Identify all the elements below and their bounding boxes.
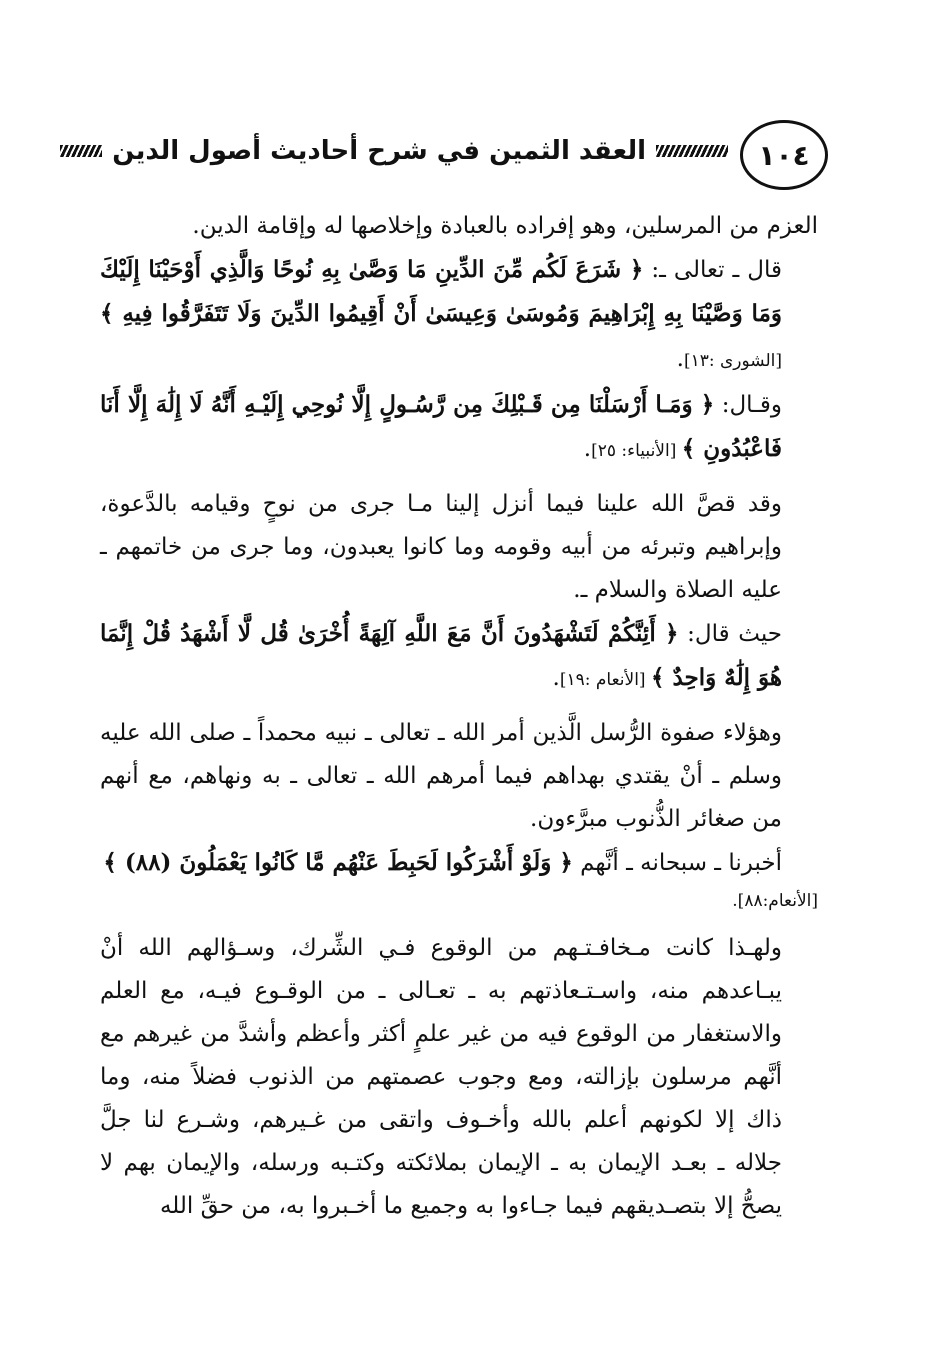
page-number: ١٠٤ — [740, 120, 828, 190]
page-header — [58, 118, 818, 188]
paragraph-text: أخبرنا ـ سبحانه ـ أنَّهم — [572, 850, 782, 876]
quran-verse: ﴿ شَرَعَ لَكُم مِّنَ الدِّينِ مَا وَصَّىٰ بِهِ نُوحًا وَالَّذِي أَوْحَيْنَا إِلَيْكَ وَمَا وَصَّيْنَا بِهِ إِبْرَاهِيمَ وَمُوسَىٰ وَعِيسَىٰ أَنْ أَقِيمُوا الدِّينَ وَلَا تَتَفَرَّقُوا فِيهِ ﴾ — [100, 256, 782, 327]
verse-reference: [الأنعام :١٩] — [559, 670, 651, 690]
paragraph-3 — [100, 383, 818, 473]
paragraph-7 — [100, 841, 818, 885]
book-title: العقد الثمين في شرح أحاديث أصول الدين — [112, 136, 646, 166]
header-ornament-right — [656, 145, 728, 157]
paragraph-text: وهؤلاء صفوة الرُّسل الَّذين أمر الله ـ تعالى ـ نبيه محمداً ـ صلى الله عليه وسلم ـ أنْ يقتدي بهداهم فيما أمرهم الله ـ تعالى ـ به ونهاهم، مع أنهم من صغائر الذُّنوب مبرَّءون. — [100, 720, 782, 832]
verse-reference: [الأنبياء: ٢٥] — [591, 441, 682, 461]
running-title — [58, 126, 728, 176]
paragraph-2 — [100, 248, 818, 383]
paragraph-1 — [100, 205, 818, 248]
paragraph-text: قال ـ تعالى ـ: — [643, 257, 782, 283]
verse-reference: [الأنعام:٨٨] — [737, 891, 818, 911]
paragraph-text: وقـال: — [714, 392, 782, 418]
quran-verse: ﴿ وَلَوْ أَشْرَكُوا لَحَبِطَ عَنْهُم مَّا كَانُوا يَعْمَلُونَ (٨٨) ﴾ — [103, 849, 573, 876]
paragraph-text: وقد قصَّ الله علينا فيما أنزل إلينا مـا جرى من نوحٍ وقيامه بالدَّعوة، وإبراهيم وتبرئه من أبيه وقومه وما كانوا يعبدون، وما جرى من خاتمهم ـ عليه الصلاة والسلام ـ. — [100, 491, 782, 603]
paragraph-text: حيث قال: — [678, 621, 783, 647]
paragraph-6 — [100, 712, 818, 841]
paragraph-5 — [100, 612, 818, 702]
paragraph-text: ولهـذا كانت مـخافـتـهم من الوقوع فـي الشِّرك، وسـؤالهم الله أنْ يبـاعدهم منه، واسـتـعاذتهم به ـ تعـالى ـ من الوقـوع فيـه، مع العلم والاستغفار من الوقوع فيه من غير علمٍ أكثر وأعظم وأشدَّ من غيرهم مع أنَّهم مرسلون بإزالته، ومع وجوب عصمتهم من الذنوب فضلاً منه، وما ذاك إلا لكونهم أعلم بالله وأخـوف واتقى من غـيرهم، وشـرع لنا جلَّ جلاله ـ بعـد الإيمان به ـ الإيمان بملائكته وكتـبه ورسله، والإيمان بهم لا يصحُّ إلا بتصـديقهم فيما جـاءوا به وجميع ما أخـبروا به، من حقِّ الله — [100, 935, 783, 1219]
verse-reference: [الشورى :١٣] — [683, 351, 782, 371]
paragraph-8 — [100, 927, 818, 1228]
header-ornament-left — [60, 145, 102, 157]
paragraph-text: العزم من المرسلين، وهو إفراده بالعبادة وإخلاصها له وإقامة الدين. — [192, 213, 818, 239]
paragraph-end: . — [732, 891, 738, 911]
page-body — [100, 205, 818, 1228]
paragraph-4 — [100, 483, 818, 612]
verse-reference-line — [100, 885, 818, 917]
quran-verse: ﴿ أَئِنَّكُمْ لَتَشْهَدُونَ أَنَّ مَعَ اللَّهِ آلِهَةً أُخْرَىٰ قُل لَّا أَشْهَدُ قُلْ إِنَّمَا هُوَ إِلَٰهٌ وَاحِدٌ ﴾ — [100, 620, 782, 691]
paragraph-end: . — [583, 436, 592, 462]
quran-verse: ﴿ وَمَـا أَرْسَلْنَا مِن قَـبْلِكَ مِن رَّسُـولٍ إِلَّا نُوحِي إِلَيْـهِ أَنَّهُ لَا إِلَٰهَ إِلَّا أَنَا فَاعْبُدُونِ ﴾ — [100, 391, 782, 462]
paragraph-end: . — [552, 665, 560, 691]
paragraph-end: . — [676, 346, 684, 372]
